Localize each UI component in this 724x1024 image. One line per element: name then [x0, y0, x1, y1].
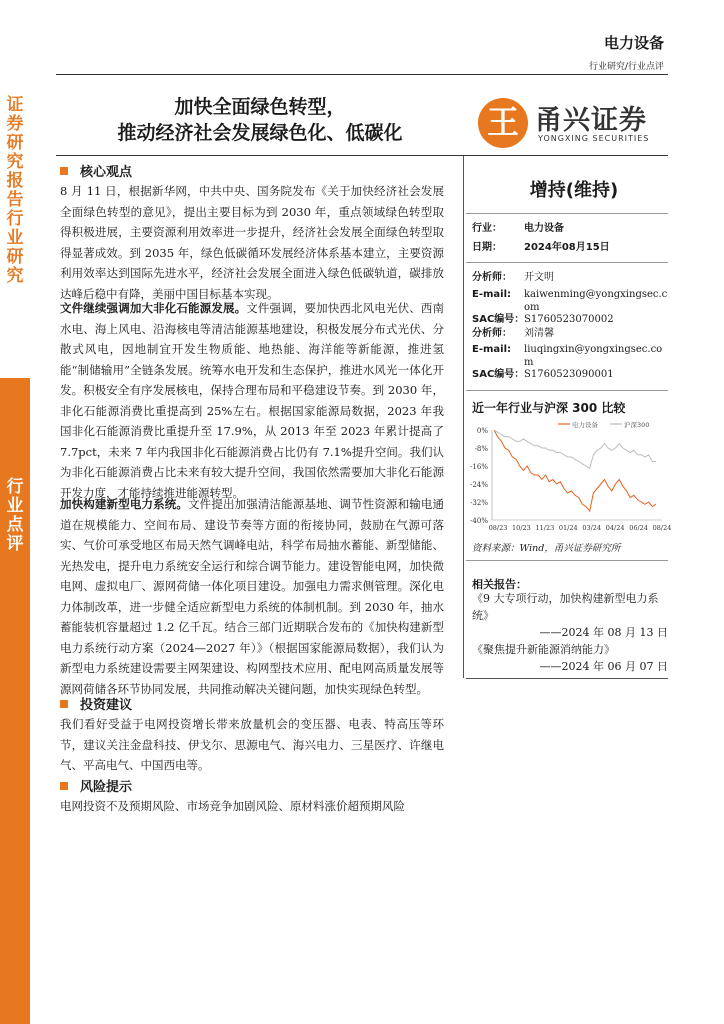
paragraph-2-body: 文件强调，要加快西北风电光伏、西南水电、海上风电、沿海核电等清洁能源基地建设，积极发展分布式光伏、分散式风电，因地制宜开发生物质能、地热能、海洋能等新能源，推进氢能“制储输用”全链条发展。统筹水电开发和生态保护，推进水风光一体化开发。积极安全有序发展核电，保持合理布局和平稳建设节奏。到 2030 年，非化石能源消费比重提高到 25%左右。根据国家能源局数据，2023 年我国非化石能源消费比重提升至 17.9%，从 2013 年至 2023 年累计提高了 7.7pct，未来 7 年内我国非化石能源消费占比仍有 7.1%提升空间。我们认为非化石能源消费占比未来有较大提升空间，我国依然需要加大非化石能源开发力度，才能持续推进能源转型。 [60, 301, 444, 500]
paragraph-3-lead: 加快构建新型电力系统。 [60, 497, 189, 511]
related-bottom-divider [466, 678, 668, 679]
sidebar-bottom [0, 378, 30, 1024]
sidebar-top [0, 0, 30, 378]
x-tick-label: 01/24 [558, 524, 578, 532]
bullet-square-icon [60, 167, 68, 175]
report-title-line1: 加快全面绿色转型， [174, 96, 346, 118]
header-report-type: 行业研究/行业点评 [588, 62, 664, 72]
industry-value: 电力设备 [524, 223, 564, 234]
report-title-line2: 推动经济社会发展绿色化、低碳化 [117, 122, 403, 144]
y-tick-label: -32% [470, 499, 488, 507]
report-title [60, 94, 460, 146]
section-risk-heading: 风险提示 [60, 776, 132, 795]
related-report-name[interactable]: 《9 大专项行动，加快构建新型电力系统》 [472, 592, 659, 622]
y-tick-label: -40% [470, 517, 488, 525]
related-report-date: ——2024 年 06 月 07 日 [539, 660, 668, 673]
bullet-square-icon [60, 782, 68, 790]
info-divider [466, 262, 668, 263]
logo-glyph: 王 [486, 103, 519, 141]
column-divider [463, 156, 464, 678]
y-tick-label: -24% [470, 481, 488, 489]
title-divider [56, 155, 668, 156]
sidebar-report-type-label: 行业点评 [6, 477, 24, 554]
legend-label: 沪深300 [624, 421, 650, 429]
chart-bottom-divider [466, 560, 668, 561]
bullet-square-icon [60, 700, 68, 708]
rating-divider [466, 213, 668, 214]
chart-source: 资料来源：Wind，甬兴证券研究所 [472, 543, 621, 554]
x-tick-label: 08/24 [652, 524, 672, 532]
chart-title: 近一年行业与沪深 300 比较 [472, 401, 626, 415]
related-report-name[interactable]: 《聚焦提升新能源消纳能力》 [472, 643, 615, 656]
risk-paragraph: 电网投资不及预期风险、市场竞争加剧风险、原材料涨价超预期风险 [60, 799, 405, 813]
y-tick-label: 0% [476, 427, 488, 435]
core-view-paragraph-3 [60, 494, 444, 699]
header-divider [56, 74, 668, 75]
paragraph-3-body: 文件提出加强清洁能源基地、调节性资源和输电通道在规模能力、空间布局、建设节奏等方面的衔接协同，鼓励在气源可落实、气价可承受地区布局天然气调峰电站，科学布局抽水蓄能、新型储能、光热发电，提升电力系统安全运行和综合调节能力。建设智能电网，加快微电网、虚拟电厂、源网荷储一体化项目建设。加强电力需求侧管理。深化电力体制改革，进一步健全适应新型电力系统的体制机制。到 2030 年，抽水蓄能装机容量超过 1.2 亿千瓦。结合三部门近期联合发布的《加快构建新型电力系统行动方案（2024—2027 年）》（根据国家能源局数据），我们认为新型电力系统建设需要主网架建设、构网型技术应用、配电网高质量发展等源网荷储各环节协同发展，共同推动解决关键问题，加快实现绿色转型。 [60, 497, 444, 696]
rating: 增持(维持) [529, 180, 619, 201]
paragraph-2-lead: 文件继续强调加大非化石能源发展。 [60, 301, 247, 315]
x-tick-label: 10/23 [512, 524, 531, 532]
industry-label: 行业： [472, 223, 502, 234]
y-tick-label: -8% [474, 445, 488, 453]
investment-paragraph: 我们看好受益于电网投资增长带来放量机会的变压器、电表、特高压等环节，建议关注金盘科技、伊戈尔、思源电气、海兴电力、三星医疗、许继电气、平高电气、中国西电等。 [60, 717, 444, 772]
chart-top-divider [466, 390, 668, 391]
header-sector: 电力设备 [603, 34, 664, 52]
logo-name: 甬兴证券 [535, 105, 647, 136]
core-view-paragraph-2 [60, 298, 444, 503]
section-investment-heading: 投资建议 [60, 694, 132, 713]
date-label: 日期： [472, 242, 502, 253]
related-report-date: ——2024 年 08 月 13 日 [539, 626, 668, 639]
x-tick-label: 06/24 [629, 524, 648, 532]
related-reports-title: 相关报告： [472, 578, 527, 591]
sidebar-category-label: 证券研究报告 行业研究 [6, 95, 24, 286]
y-tick-label: -16% [470, 463, 488, 471]
date-value: 2024年08月15日 [524, 242, 610, 253]
series-line-industry [494, 430, 656, 511]
x-tick-label: 11/23 [535, 524, 555, 532]
comparison-chart [466, 418, 672, 538]
x-tick-label: 08/23 [488, 524, 508, 532]
legend-label: 电力设备 [572, 421, 598, 429]
logo-english: YONGXING SECURITIES [538, 134, 650, 143]
header-block [589, 32, 664, 72]
x-tick-label: 04/24 [605, 524, 625, 532]
core-view-paragraph-1: 8 月 11 日，根据新华网，中共中央、国务院发布《关于加快经济社会发展全面绿色转型的意见》，提出主要目标为到 2030 年，重点领域绿色转型取得积极进展，主要资源利用效率进一步提升，经济社会发展全面绿色转型取得显著成效。到 2035 年，绿色低碳循环发展经济体系基本建立，主要资源利用效率达到国际先进水平，经济社会发展全面进入绿色低碳轨道，碳排放达峰后稳中有降，美丽中国目标基本实现。 [60, 184, 444, 301]
related-report-item[interactable] [472, 641, 668, 675]
x-tick-label: 03/24 [582, 524, 602, 532]
section-core-view-heading: 核心观点 [60, 161, 132, 180]
related-report-item[interactable] [472, 590, 668, 641]
company-logo [478, 98, 668, 150]
